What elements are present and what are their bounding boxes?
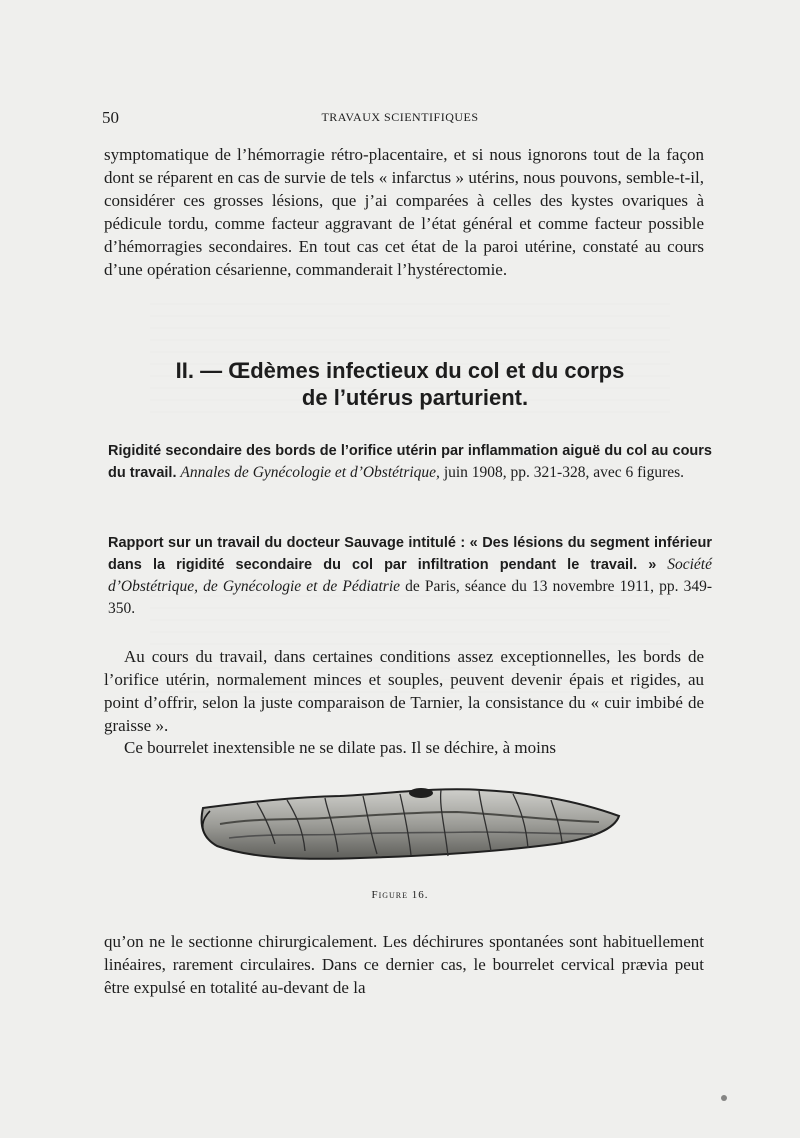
figure-caption: Figure 16. bbox=[371, 889, 429, 901]
figure-illustration bbox=[195, 772, 625, 872]
ink-speck bbox=[721, 1095, 727, 1101]
body-paragraph: Au cours du travail, dans certaines conditions assez exceptionnelles, les bords de l’orifice utérin, normalement minces et souples, peuvent devenir épais et rigides, au point d’offrir, selon la juste comparaison de Tarnier, la consistance du « cuir imbibé de graisse ». bbox=[104, 647, 704, 735]
reference-entry-2 bbox=[108, 532, 712, 620]
reference-journal: Annales de Gynécologie et d’Obstétrique, bbox=[180, 464, 440, 481]
reference-details: juin 1908, pp. 321-328, avec 6 figures. bbox=[443, 464, 685, 481]
reference-title: Rapport sur un travail du docteur Sauvage intitulé : « Des lésions du segment inférieur dans la rigidité secondaire du col par infiltration pendant le travail. » bbox=[108, 535, 712, 573]
body-paragraph: Ce bourrelet inextensible ne se dilate pas. Il se déchire, à moins bbox=[124, 738, 556, 757]
reference-title: Rigidité secondaire des bords de l’orifice utérin par inflammation aiguë du col au cours du travail. bbox=[108, 443, 712, 481]
section-heading-line-1: II. — Œdèmes infectieux du col et du corps bbox=[175, 358, 625, 383]
body-paragraph: qu’on ne le sectionne chirurgicalement. Les déchirures spontanées sont habituellement linéaires, rarement circulaires. Dans ce dernier cas, le bourrelet cervical prævia peut être expulsé en totalité au-devant de la bbox=[104, 932, 704, 997]
reference-details: de Paris, séance du 13 novembre 1911, pp. 349-350. bbox=[108, 578, 712, 617]
reference-journal: Société d’Obstétrique, de Gynécologie et de Pédiatrie bbox=[108, 556, 712, 595]
cervix-specimen-drawing bbox=[195, 772, 625, 872]
reference-entry-1 bbox=[108, 440, 712, 484]
running-title: TRAVAUX SCIENTIFIQUES bbox=[321, 110, 479, 124]
running-head bbox=[92, 104, 708, 128]
section-heading bbox=[0, 357, 800, 411]
intro-paragraph: symptomatique de l’hémorragie rétro-placentaire, et si nous ignorons tout de la façon dont se réparent en cas de survie de tels « infarctus » utérins, nous pouvons, semble-t-il, considérer ces grosses lésions, que j’ai comparées à celles des kystes ovariques à pédicule tordu, comme facteur aggravant de l’état général et comme facteur possible d’hémorragies secondaires. En tout cas cet état de la paroi utérine, constaté au cours d’une opération césarienne, commanderait l’hystérectomie. bbox=[104, 145, 704, 279]
section-heading-line-2: de l’utérus parturient. bbox=[301, 385, 529, 410]
page-number: 50 bbox=[102, 108, 119, 127]
